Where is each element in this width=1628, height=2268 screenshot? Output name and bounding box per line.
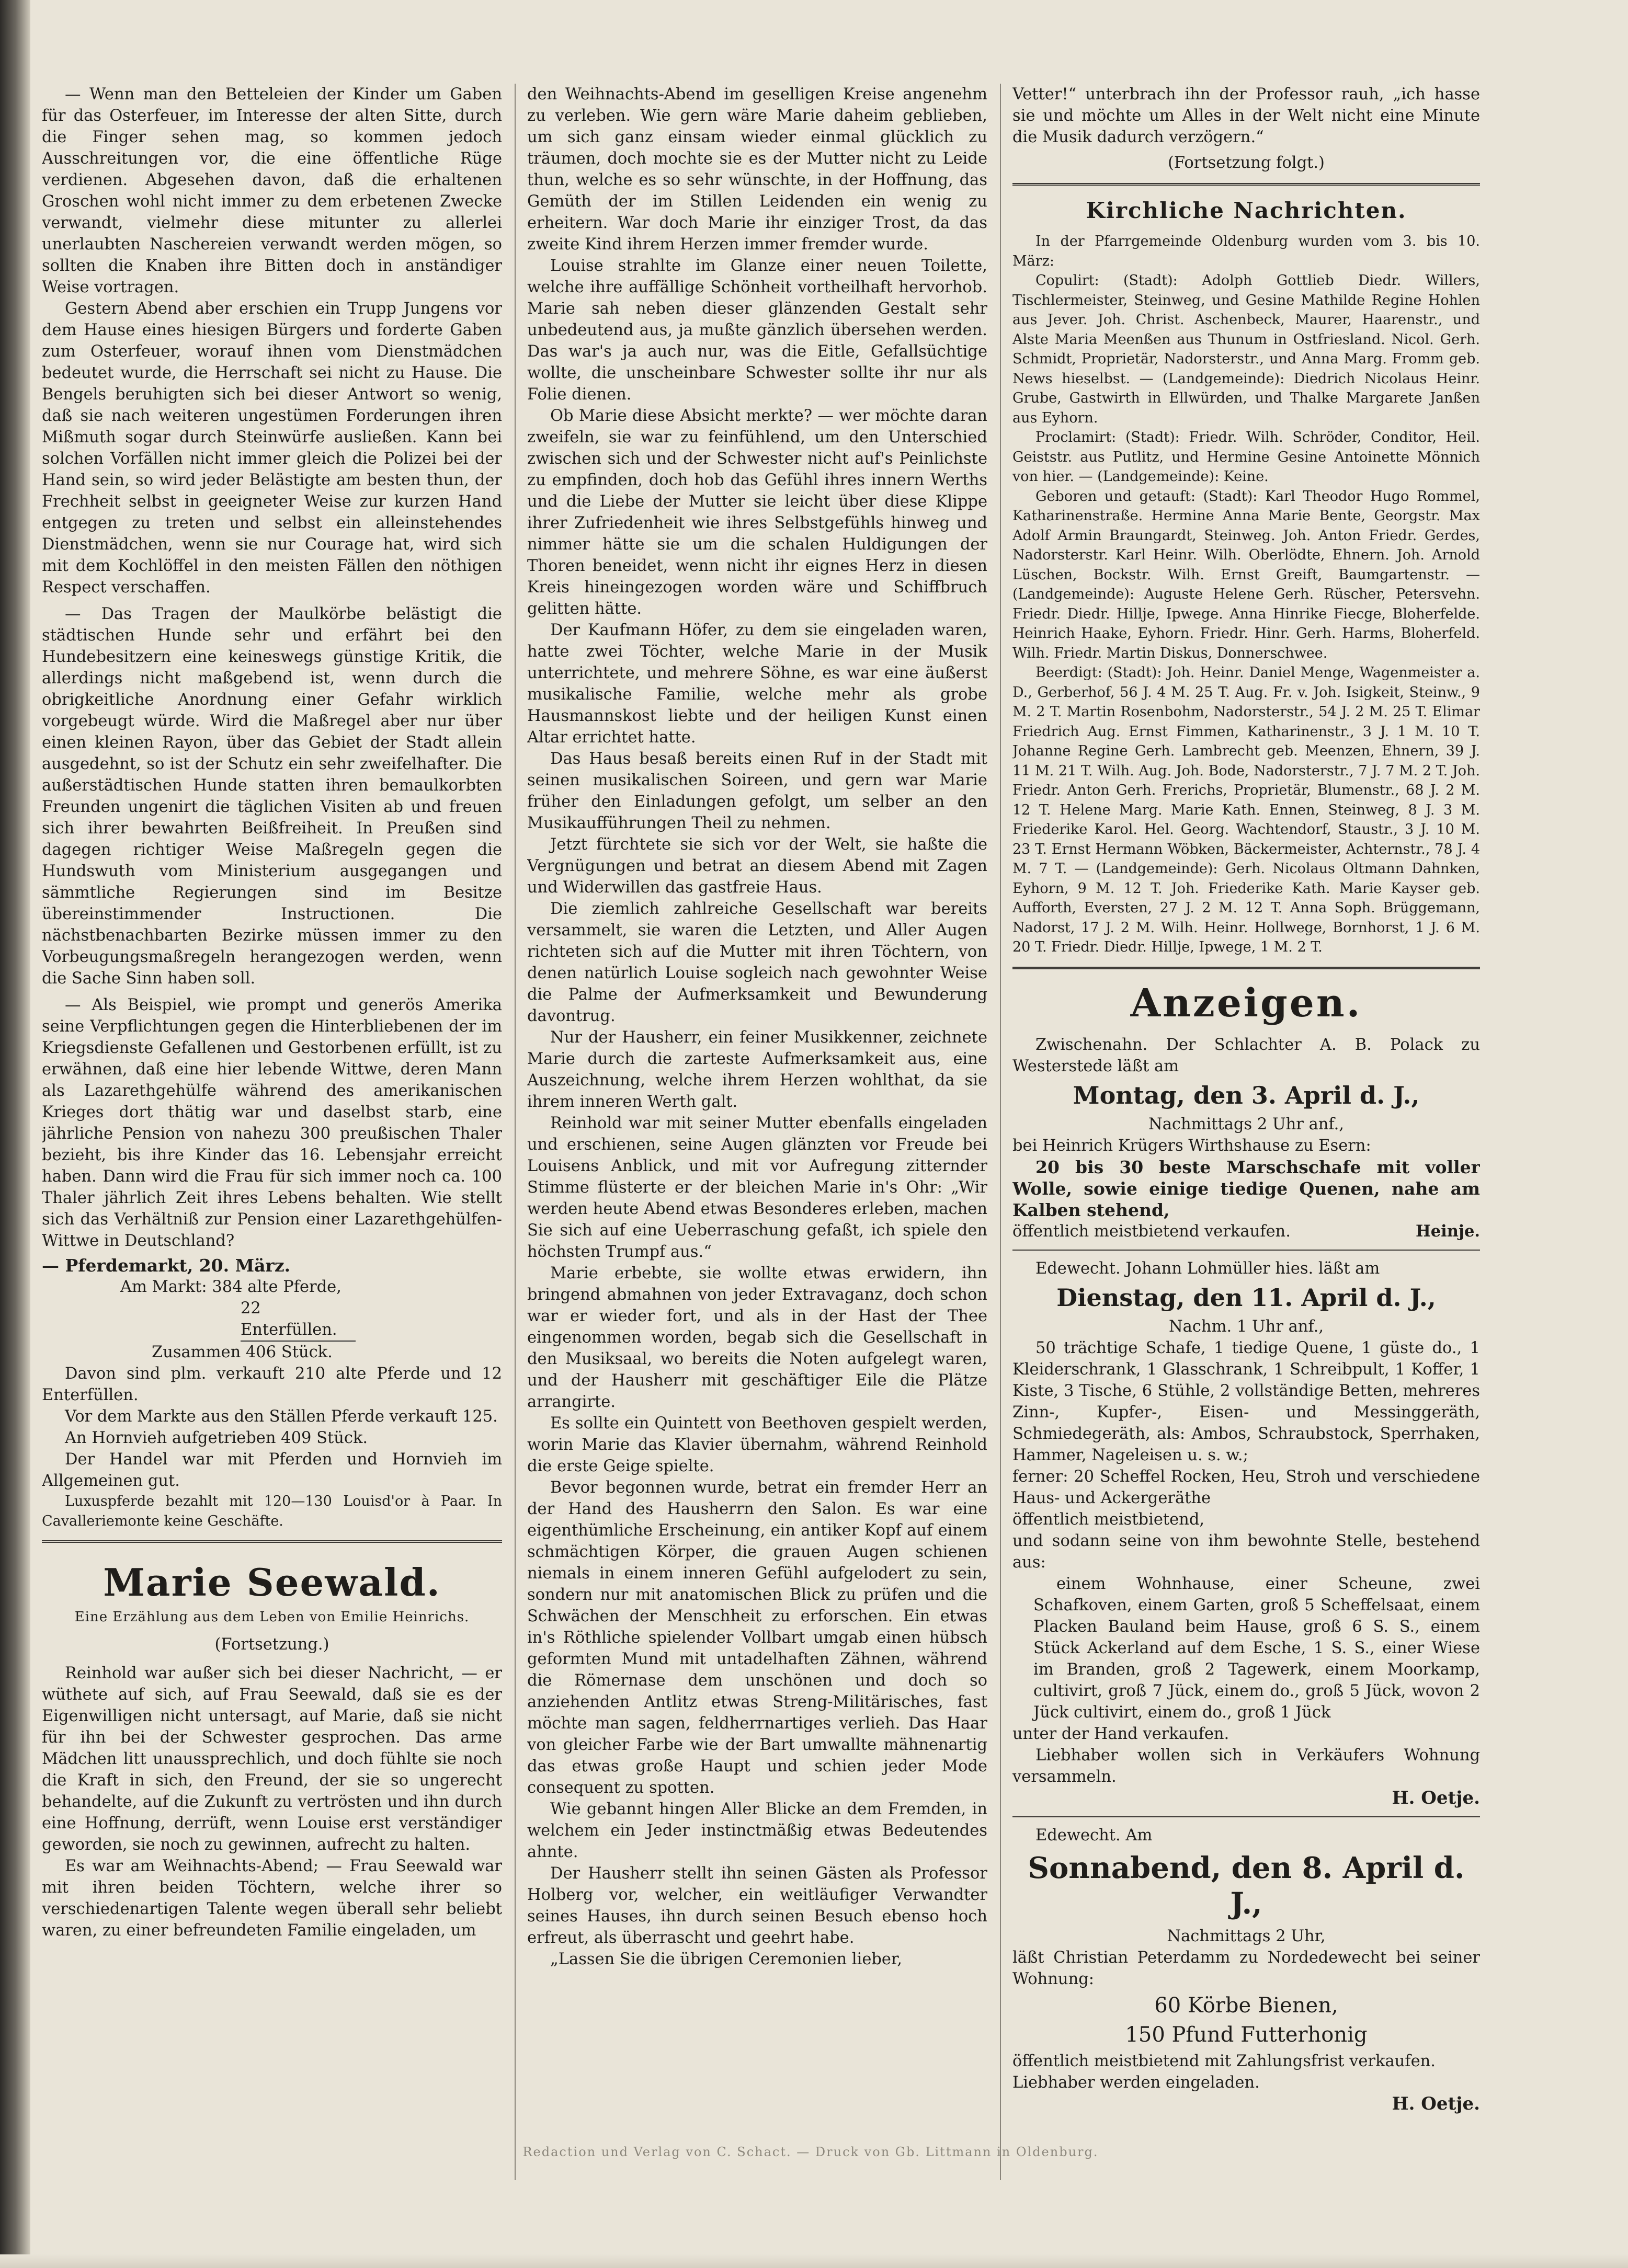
ad-divider xyxy=(1012,1816,1480,1817)
church-proclamirt: Proclamirt: (Stadt): Friedr. Wilh. Schröder, Conditor, Heil. Geiststr. aus Putlitz, und Hermine Gesine Antoinette Mönnich von hier. — (Landgemeinde): Keine. xyxy=(1012,429,1480,485)
ad-place: bei Heinrich Krügers Wirthshause zu Esern: xyxy=(1012,1136,1371,1155)
story-paragraph: „Lassen Sie die übrigen Ceremonien lieber, xyxy=(550,1950,902,1968)
column-2 xyxy=(527,84,987,2185)
imprint-footer: Redaction und Verlag von C. Schact. — Druck von Gb. Littmann in Oldenburg. xyxy=(522,2145,1099,2159)
ad-time: Nachmittags 2 Uhr, xyxy=(1167,1927,1326,1945)
newspaper-page xyxy=(42,84,1480,2232)
ad-date: Dienstag, den 11. April d. J., xyxy=(1056,1283,1436,1312)
church-intro: In der Pfarrgemeinde Oldenburg wurden vom 3. bis 10. März: xyxy=(1012,233,1480,269)
story-paragraph: Reinhold war außer sich bei dieser Nachricht, — er wüthete auf sich, auf Frau Seewald, daß sie es der Eigenwilligen nicht untersagt, auf Marie, daß sie nicht für ihn bei der Schwester gesprochen. Das arme Mädchen litt unaussprechlich, und doch fühlte sie noch die Kraft in sich, den Freund, der sie so ungerecht behandelte, auf die Zukunft zu vertrösten und ihn durch eine Hoffnung, derrüft, wenn Louise erst verständiger geworden, sie noch zu gewinnen, aufrecht zu halten. xyxy=(42,1664,502,1854)
ad-text: Zwischenahn. Der Schlachter A. B. Polack zu Westerstede läßt am xyxy=(1012,1035,1480,1075)
section-divider xyxy=(42,1540,502,1543)
ad-lohmueller xyxy=(1012,1258,1480,1809)
ad-peterdamm xyxy=(1012,1825,1480,2115)
story-paragraph: Ob Marie diese Absicht merkte? — wer möchte daran zweifeln, sie war zu feinfühlend, um den Unterschied zwischen sich und der Schwester nicht auf's Peinlichste zu empfinden, doch hob das Gefühl ihres innern Werths und die Liebe der Mutter sie leicht über diese Klippe ihrer Zufriedenheit wie ihres Selbstgefühls hinweg und nimmer hätte sie um die schalen Huldigungen der Thoren beneidet, wenn nicht ihr eignes Herz in diesen Kreis hineingezogen worden wäre und Schiffbruch gelitten hätte. xyxy=(527,407,987,618)
pferdemarkt-total: Zusammen 406 Stück. xyxy=(152,1343,333,1361)
ads-title: Anzeigen. xyxy=(1130,980,1362,1026)
page-binding-shadow xyxy=(0,0,30,2268)
story-title: Marie Seewald. xyxy=(103,1560,441,1605)
story-paragraph: Wie gebannt hingen Aller Blicke an dem Fremden, in welchem ein Jeder instinctmäßig etwas Bedeutendes ahnte. xyxy=(527,1800,987,1861)
column-rule xyxy=(515,84,516,2180)
ad-sale xyxy=(1012,1221,1480,1242)
pferdemarkt-line: 22 Enterfüllen. xyxy=(241,1298,356,1342)
ad-polack xyxy=(1012,1034,1480,1242)
story-continuation: (Fortsetzung.) xyxy=(214,1635,329,1654)
story-paragraph: Es war am Weihnachts-Abend; — Frau Seewald war mit ihren beiden Töchtern, welche ihrer so verschiedenartigen Talente wegen überall sehr beliebt waren, zu einer befreundeten Familie eingeladen, um xyxy=(42,1857,502,1940)
church-news-title: Kirchliche Nachrichten. xyxy=(1086,198,1407,223)
ad-text: Liebhaber werden eingeladen. xyxy=(1012,2073,1260,2092)
church-copulirt: Copulirt: (Stadt): Adolph Gottlieb Diedr. Willers, Tischlermeister, Steinweg, und Gesine Mathilde Regine Hohlen aus Jever. Joh. Christ. Aschenbeck, Maurer, Haarenstr., und Alste Maria Meenßen aus Thunum in Ostfriesland. Nicol. Gerh. Schmidt, Proprietär, Nadorsterstr., und Anna Marg. Fromm geb. News hieselbst. — (Landgemeinde): Diedrich Nicolaus Heinr. Grube, Gastwirth in Ellwürden, und Thalke Margarete Janßen aus Eyhorn. xyxy=(1012,272,1480,426)
ad-property: einem Wohnhause, einer Scheune, zwei Schafkoven, einem Garten, groß 5 Scheffelsaat, einem Placken Bauland beim Hause, groß 6 S. S., einem Stück Ackerland auf dem Esche, 1 S. S., einer Wiese im Branden, groß 2 Tagewerk, einem Moorkamp, cultivirt, groß 7 Jück, einem do., groß 5 Jück, wovon 2 Jück cultivirt, einem do., groß 1 Jück xyxy=(1033,1574,1480,1722)
story-subtitle: Eine Erzählung aus dem Leben von Emilie Heinrichs. xyxy=(74,1609,470,1625)
column-1 xyxy=(42,84,502,2185)
ad-place: Edewecht. Am xyxy=(1035,1826,1153,1845)
pferdemarkt-text: Luxuspferde bezahlt mit 120—130 Louisd'or à Paar. In Cavalleriemonte keine Geschäfte. xyxy=(42,1493,502,1529)
ad-goods: 50 trächtige Schafe, 1 tiedige Quene, 1 güste do., 1 Kleiderschrank, 1 Glasschrank, 1 Schreibpult, 1 Koffer, 1 Kiste, 3 Tische, 6 Stühle, 2 vollständige Betten, mehreres Zinn-, Kupfer-, Eisen- und Messinggeräth, Schmiedegeräth, als: Ambos, Schraubstock, Sperrhaken, Hammer, Nageleisen u. s. w.; xyxy=(1012,1338,1480,1464)
pferdemarkt-title: — Pferdemarkt, 20. März. xyxy=(42,1255,291,1276)
column-rule xyxy=(1000,84,1001,2180)
ad-signature: H. Oetje. xyxy=(1392,1787,1480,1808)
story-paragraph: Nur der Hausherr, ein feiner Musikkenner, zeichnete Marie durch die zarteste Aufmerksamkeit aus, eine Auszeichnung, welche ihrem Herzen wohlthat, da sie ihrem inneren Werth galt. xyxy=(527,1028,987,1111)
ad-signature: H. Oetje. xyxy=(1392,2093,1480,2114)
pferdemarkt-line: Am Markt: 384 alte Pferde, xyxy=(120,1278,341,1296)
ad-date: Sonnabend, den 8. April d. J., xyxy=(1028,1850,1465,1921)
church-news xyxy=(1012,232,1480,957)
pferdemarkt-text: Der Handel war mit Pferden und Hornvieh im Allgemeinen gut. xyxy=(42,1450,502,1490)
news-maulkoerbe: — Das Tragen der Maulkörbe belästigt die städtischen Hunde sehr und erfährt bei den Hundebesitzern eine keineswegs günstige Kritik, die allerdings nicht maßgebend ist, wenn durch die obrigkeitliche Anordnung einer Gefahr wirklich vorgebeugt würde. Wird die Maßregel aber nur über einen kleinen Rayon, über das Gebiet der Stadt allein ausgedehnt, so ist der Schutz ein sehr zweifelhafter. Die außerstädtischen Hunde statten ihren bemaulkorbten Freunden ungenirt die täglichen Visiten ab und freuen sich ihrer bewahrten Beißfreiheit. In Preußen sind dagegen richtiger Weise Maßregeln gegen die Hundswuth vom Ministerium ausgegangen und sämmtliche Regierungen sind im Besitze übereinstimmender Instructionen. Die nächstbenachbarten Bezirke müssen immer zu den Vorbeugungsmaßregeln herangezogen werden, wenn die Sache Sinn haben soll. xyxy=(42,605,502,988)
story-paragraph: Es sollte ein Quintett von Beethoven gespielt werden, worin Marie das Klavier übernahm, während Reinhold die erste Geige spielte. xyxy=(527,1414,987,1475)
page-bottom-edge xyxy=(0,2254,1628,2268)
story-paragraph: Der Kaufmann Höfer, zu dem sie eingeladen waren, hatte zwei Töchter, welche Marie in der Musik unterrichtete, und mehrere Söhne, es war eine äußerst musikalische Familie, welche mehr als grobe Hausmannskost liebte und der heiligen Kunst einen Altar errichtet hatte. xyxy=(527,621,987,747)
ad-time: Nachm. 1 Uhr anf., xyxy=(1168,1317,1324,1336)
story-paragraph: Reinhold war mit seiner Mutter ebenfalls eingeladen und erschienen, seine Augen glänzten vor Freude bei Louisens Anblick, und mit vor Aufregung zitternder Stimme flüsterte er der bleichen Marie in's Ohr: „Wir werden heute Abend etwas Besonderes erleben, machen Sie sich auf eine Ueberraschung gefaßt, ich spiele den höchsten Trumpf aus.“ xyxy=(527,1114,987,1261)
news-jungens: Gestern Abend aber erschien ein Trupp Jungens vor dem Hause eines hiesigen Bürgers und forderte Gaben zum Osterfeuer, worauf ihnen vom Dienstmädchen bedeutet wurde, die Herrschaft sei nicht zu Hause. Die Bengels beruhigten sich bei dieser Antwort so wenig, daß sie nach weiteren ungestümen Forderungen ihren Mißmuth sogar durch Steinwürfe ausließen. Kann bei solchen Vorfällen nicht immer gleich die Polizei bei der Hand sein, so wird jeder Belästigte am besten thun, der Frechheit selbst in geeigneter Weise zur kurzen Hand entgegen zu treten und selbst ein alleinstehendes Dienstmädchen, wenn sie nur Courage hat, wird sich mit dem Kochlöffel in den meisten Fällen den nöthigen Respect verschaffen. xyxy=(42,300,502,597)
ad-signature: Heinje. xyxy=(1415,1221,1480,1241)
story-paragraph: Die ziemlich zahlreiche Gesellschaft war bereits versammelt, sie waren die Letzten, und Aller Augen richteten sich auf die Mutter mit ihren Töchtern, von denen natürlich Louise sogleich nach gewohnter Weise die Palme der Aufmerksamkeit und Bewunderung davontrug. xyxy=(527,900,987,1025)
ad-text: ferner: 20 Scheffel Rocken, Heu, Stroh und verschiedene Haus- und Ackergeräthe xyxy=(1012,1467,1480,1507)
story-paragraph: Vetter!“ unterbrach ihn der Professor rauh, „ich hasse sie und möchte um Alles in der Welt nicht eine Minute die Musik dadurch verzögern.“ xyxy=(1012,85,1480,146)
church-geboren: Geboren und getauft: (Stadt): Karl Theodor Hugo Rommel, Katharinenstraße. Hermine Anna Marie Bente, Georgstr. Max Adolf Armin Braungardt, Steinweg. Joh. Anton Friedr. Gerdes, Nadorsterstr. Karl Heinr. Wilh. Oberlödte, Ehnern. Joh. Arnold Lüschen, Bockstr. Wilh. Ernst Greift, Baumgartenstr. — (Landgemeinde): Auguste Helene Gerh. Rüscher, Petersvehn. Friedr. Diedr. Hillje, Ipwege. Anna Hinrike Fiecge, Bloherfelde. Heinrich Haake, Eyhorn. Friedr. Hinr. Gerh. Harms, Bloherfeld. Wilh. Friedr. Martin Diskus, Donnerschwee. xyxy=(1012,488,1480,661)
story-paragraph: den Weihnachts-Abend im geselligen Kreise angenehm zu verleben. Wie gern wäre Marie daheim geblieben, um sich ganz einsam wieder einmal glücklich zu träumen, doch mochte sie es der Mutter nicht zu Leide thun, welche es so sehr wünschte, in der Hoffnung, das Gemüth der im Stillen Leidenden ein wenig zu erheitern. War doch Marie ihr einziger Trost, da das zweite Kind ihrem Herzen immer fremder wurde. xyxy=(527,85,987,254)
ad-date: Montag, den 3. April d. J., xyxy=(1073,1081,1420,1109)
story-paragraph: Der Hausherr stellt ihn seinen Gästen als Professor Holberg vor, welcher, ein weitläufiger Verwandter seines Hauses, ihn durch seinen Besuch ebenso hoch erfreut, als überrascht und geehrt habe. xyxy=(527,1864,987,1947)
section-divider xyxy=(1012,183,1480,186)
church-beerdigt: Beerdigt: (Stadt): Joh. Heinr. Daniel Menge, Wagenmeister a. D., Gerberhof, 56 J. 4 M. 25 T. Aug. Fr. v. Joh. Isigkeit, Steinw., 9 M. 2 T. Martin Rosenbohm, Nadorsterstr., 54 J. 2 M. 25 T. Elimar Friedrich Aug. Ernst Fimmen, Katharinenstr., 3 J. 1 M. 10 T. Johanne Regine Gerh. Lambrecht geb. Meenzen, Ehnern, 39 J. 11 M. 21 T. Wilh. Aug. Joh. Bode, Nadorsterstr., 7 J. 7 M. 2 T. Joh. Friedr. Anton Gerh. Frerichs, Proprietär, Blumenstr., 68 J. 2 M. 12 T. Helene Marg. Marie Kath. Ennen, Steinweg, 8 J. 3 M. Friederike Karol. Hel. Georg. Wachtendorf, Staustr., 3 J. 10 M. 23 T. Ernst Hermann Wöbken, Bäckermeister, Achternstr., 78 J. 4 M. 7 T. — (Landgemeinde): Gerh. Nicolaus Oltmann Dahnken, Eyhorn, 9 M. 12 T. Joh. Friederike Kath. Marie Kayser geb. Aufforth, Eversten, 27 J. 2 M. 12 T. Anna Soph. Brüggemann, Nadorst, 17 J. 2 M. Wilh. Heinr. Hollwege, Bornhorst, 1 J. 6 M. 20 T. Friedr. Diedr. Hillje, Ipwege, 1 M. 2 T. xyxy=(1012,665,1480,955)
section-divider xyxy=(1012,967,1480,969)
ad-sale: öffentlich meistbietend, xyxy=(1012,1510,1205,1529)
ad-text: Edewecht. Johann Lohmüller hies. läßt am xyxy=(1035,1259,1380,1278)
column-3 xyxy=(1012,84,1480,2185)
pferdemarkt-text: Davon sind plm. verkauft 210 alte Pferde und 12 Enterfüllen. xyxy=(42,1365,502,1404)
ad-text: unter der Hand verkaufen. xyxy=(1012,1724,1229,1743)
news-kinder: — Wenn man den Betteleien der Kinder um Gaben für das Osterfeuer, im Interesse der alten Sitte, durch die Finger sehen mag, so kommen jedoch Ausschreitungen vor, die eine öffentliche Rüge verdienen. Abgesehen davon, daß die erhaltenen Groschen wohl nicht immer zu dem erbetenen Zwecke verwandt, vielmehr diese mitunter zu allerlei unerlaubten Naschereien verwandt werden mögen, so sollten die Knaben ihre Bitten doch in anständiger Weise vortragen. xyxy=(42,85,502,296)
ad-text: öffentlich meistbietend mit Zahlungsfrist verkaufen. xyxy=(1012,2052,1436,2070)
story-paragraph: Louise strahlte im Glanze einer neuen Toilette, welche ihre auffällige Schönheit vortheilhaft hervorhob. Marie sah neben dieser glänzenden Gestalt sehr unbedeutend aus, ja mußte gänzlich übersehen werden. Das war's ja auch nur, was die Eitle, Gefallsüchtige wollte, die unscheinbare Schwester sollte ihr nur als Folie dienen. xyxy=(527,257,987,404)
ad-text: Liebhaber wollen sich in Verkäufers Wohnung versammeln. xyxy=(1012,1746,1480,1786)
ad-goods: 20 bis 30 beste Marschschafe mit voller Wolle, sowie einige tiedige Quenen, nahe am Kalben stehend, xyxy=(1012,1156,1480,1220)
ad-text: und sodann seine von ihm bewohnte Stelle, bestehend aus: xyxy=(1012,1531,1480,1572)
ad-text: läßt Christian Peterdamm zu Nordedewecht bei seiner Wohnung: xyxy=(1012,1948,1480,1988)
story-paragraph: Jetzt fürchtete sie sich vor der Welt, sie haßte die Vergnügungen und betrat an diesem Abend mit Zagen und Widerwillen das gastfreie Haus. xyxy=(527,835,987,897)
ad-divider xyxy=(1012,1250,1480,1251)
pferdemarkt-text: An Hornvieh aufgetrieben 409 Stück. xyxy=(65,1429,368,1447)
ad-item: 60 Körbe Bienen, xyxy=(1154,1993,1338,2018)
story-paragraph: Bevor begonnen wurde, betrat ein fremder Herr an der Hand des Hausherrn den Salon. Es war eine eigenthümliche Erscheinung, ein antiker Kopf auf einem schmächtigen Körper, die grauen Augen schienen niemals in einem inneren Gefühl aufgelodert zu sein, sondern nur mit anatomischen Blick zu prüfen und die Schwächen der Menschheit zu erforschen. Ein etwas in's Röthliche spielender Vollbart umgab einen hübsch geformten Mund mit untadelhaften Zähnen, während die Römernase dem unschönen und doch so anziehenden Antlitz etwas Streng-Militärisches, fast möchte man sagen, feldherrnartiges verlieh. Das Haar von gleicher Farbe wie der Bart umwallte mähnenartig das etwas große Haupt und schien jeder Mode consequent zu spotten. xyxy=(527,1479,987,1797)
ad-sale-text: öffentlich meistbietend verkaufen. xyxy=(1012,1222,1291,1241)
ad-item: 150 Pfund Futterhonig xyxy=(1125,2022,1368,2047)
story-paragraph: Das Haus besaß bereits einen Ruf in der Stadt mit seinen musikalischen Soireen, und gern war Marie früher den Einladungen gefolgt, um selber an den Musikaufführungen Theil zu nehmen. xyxy=(527,750,987,832)
ad-time: Nachmittags 2 Uhr anf., xyxy=(1148,1115,1344,1133)
story-paragraph: Marie erbebte, sie wollte etwas erwidern, ihn bringend abmahnen von jeder Extravaganz, doch schon war er wieder fort, und als in der Hast der Thee eingenommen worden, begab sich die Gesellschaft in den Musiksaal, wo bereits die Noten aufgelegt waren, und der Hausherr mit geschäftiger Eile die Plätze arrangirte. xyxy=(527,1264,987,1411)
news-amerika: — Als Beispiel, wie prompt und generös Amerika seine Verpflichtungen gegen die Hinterbliebenen der im Kriegsdienste Gefallenen und Gestorbenen erfüllt, ist zu erwähnen, daß eine hier lebende Wittwe, deren Mann als Lazarethgehülfe während des amerikanischen Krieges dort thätig war und daselbst starb, eine jährliche Pension von nahezu 300 preußischen Thaler bezieht, bis ihre Kinder das 16. Lebensjahr erreicht haben. Dann wird die Frau für sich immer noch ca. 100 Thaler jährlich Zeit ihres Lebens behalten. Wie stellt sich das Verhältniß zur Pension einer Lazarethgehülfen-Wittwe in Deutschland? xyxy=(42,996,502,1250)
story-continuation: (Fortsetzung folgt.) xyxy=(1168,154,1325,172)
pferdemarkt-text: Vor dem Markte aus den Ställen Pferde verkauft 125. xyxy=(65,1407,498,1426)
